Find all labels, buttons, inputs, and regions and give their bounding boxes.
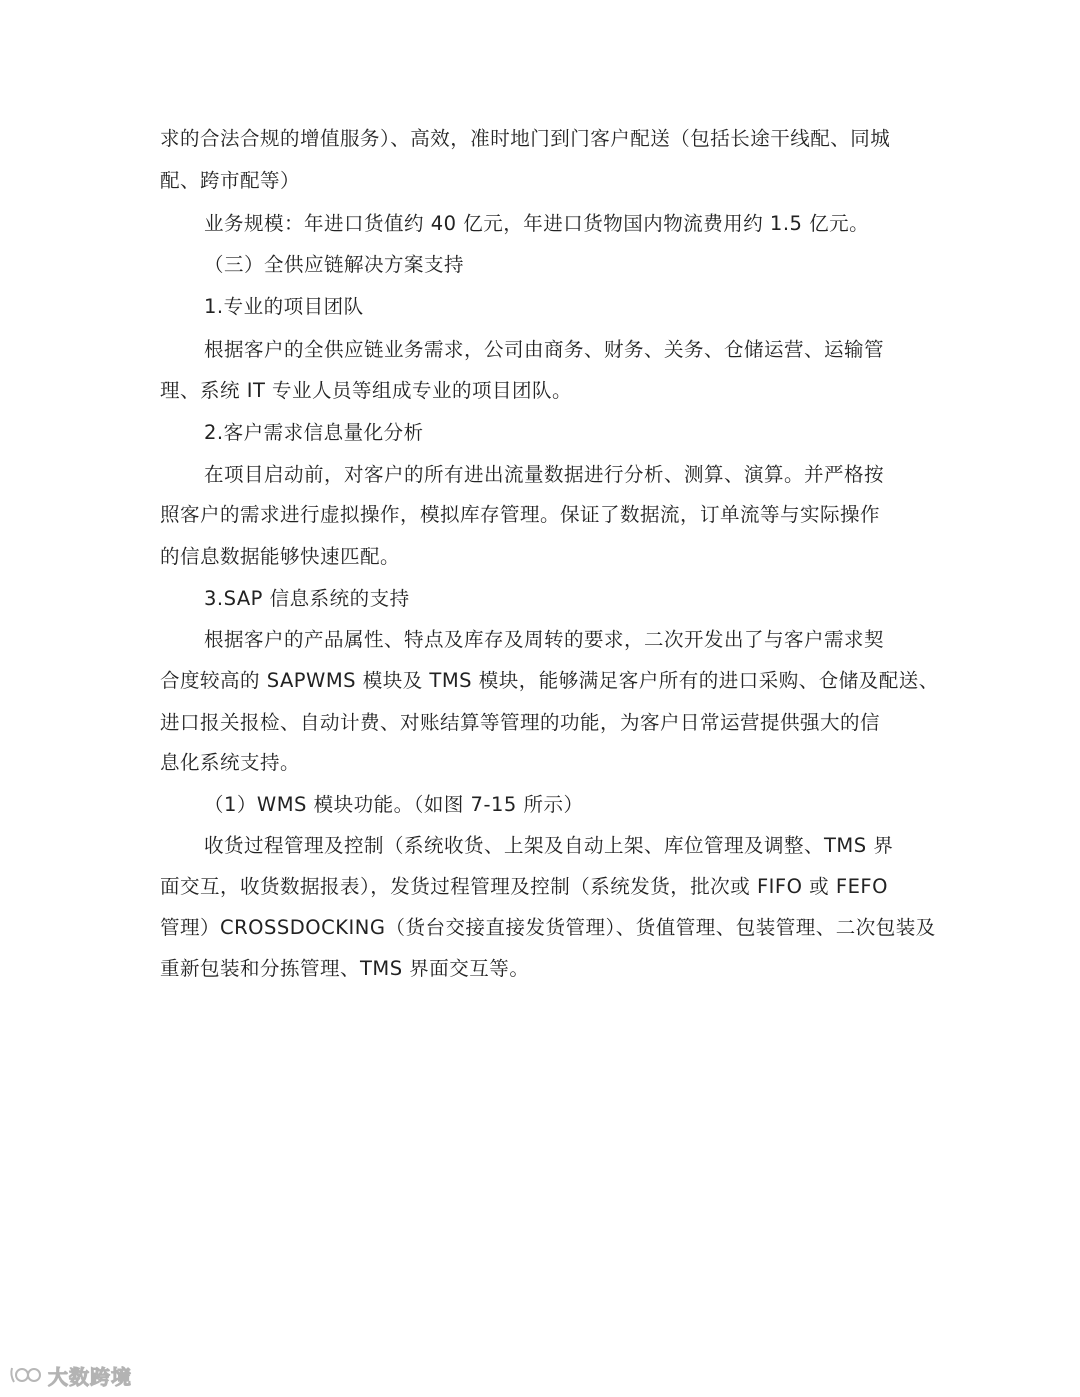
subsection-heading: 2.客户需求信息量化分析	[204, 421, 424, 444]
subsection-heading: 3.SAP 信息系统的支持	[204, 587, 410, 610]
watermark	[8, 1360, 132, 1390]
paragraph-line: 理、系统 IT 专业人员等组成专业的项目团队。	[160, 379, 573, 402]
logo-icon	[8, 1364, 42, 1386]
paragraph-line: 合度较高的 SAPWMS 模块及 TMS 模块，能够满足客户所有的进口采购、仓储及配送、	[160, 669, 939, 692]
subsection-heading: （1）WMS 模块功能。（如图 7-15 所示）	[204, 793, 584, 816]
paragraph-line: 根据客户的全供应链业务需求，公司由商务、财务、关务、仓储运营、运输管	[204, 338, 885, 361]
paragraph-line: 面交互，收货数据报表），发货过程管理及控制（系统发货，批次或 FIFO 或 FEFO	[160, 875, 888, 898]
paragraph-line: 在项目启动前，对客户的所有进出流量数据进行分析、测算、演算。并严格按	[204, 463, 885, 486]
paragraph-line: 业务规模：年进口货值约 40 亿元，年进口货物国内物流费用约 1.5 亿元。	[204, 212, 870, 235]
paragraph-line: 照客户的需求进行虚拟操作，模拟库存管理。保证了数据流，订单流等与实际操作	[160, 503, 881, 526]
paragraph-line: 息化系统支持。	[160, 751, 301, 774]
paragraph-line: 配、跨市配等）	[160, 169, 301, 192]
paragraph-line: 收货过程管理及控制（系统收货、上架及自动上架、库位管理及调整、TMS 界	[204, 834, 894, 857]
section-heading: （三）全供应链解决方案支持	[204, 253, 465, 276]
subsection-heading: 1.专业的项目团队	[204, 295, 364, 318]
paragraph-line: 求的合法合规的增值服务）、高效，准时地门到门客户配送（包括长途干线配、同城	[160, 127, 891, 150]
paragraph-line: 管理）CROSSDOCKING（货台交接直接发货管理）、货值管理、包装管理、二次包装及	[160, 916, 936, 939]
paragraph-line: 根据客户的产品属性、特点及库存及周转的要求，二次开发出了与客户需求契	[204, 628, 885, 651]
paragraph-line: 的信息数据能够快速匹配。	[160, 545, 401, 568]
paragraph-line: 重新包装和分拣管理、TMS 界面交互等。	[160, 957, 530, 980]
paragraph-line: 进口报关报检、自动计费、对账结算等管理的功能，为客户日常运营提供强大的信	[160, 711, 881, 734]
watermark-text: 大数跨境	[48, 1364, 132, 1389]
